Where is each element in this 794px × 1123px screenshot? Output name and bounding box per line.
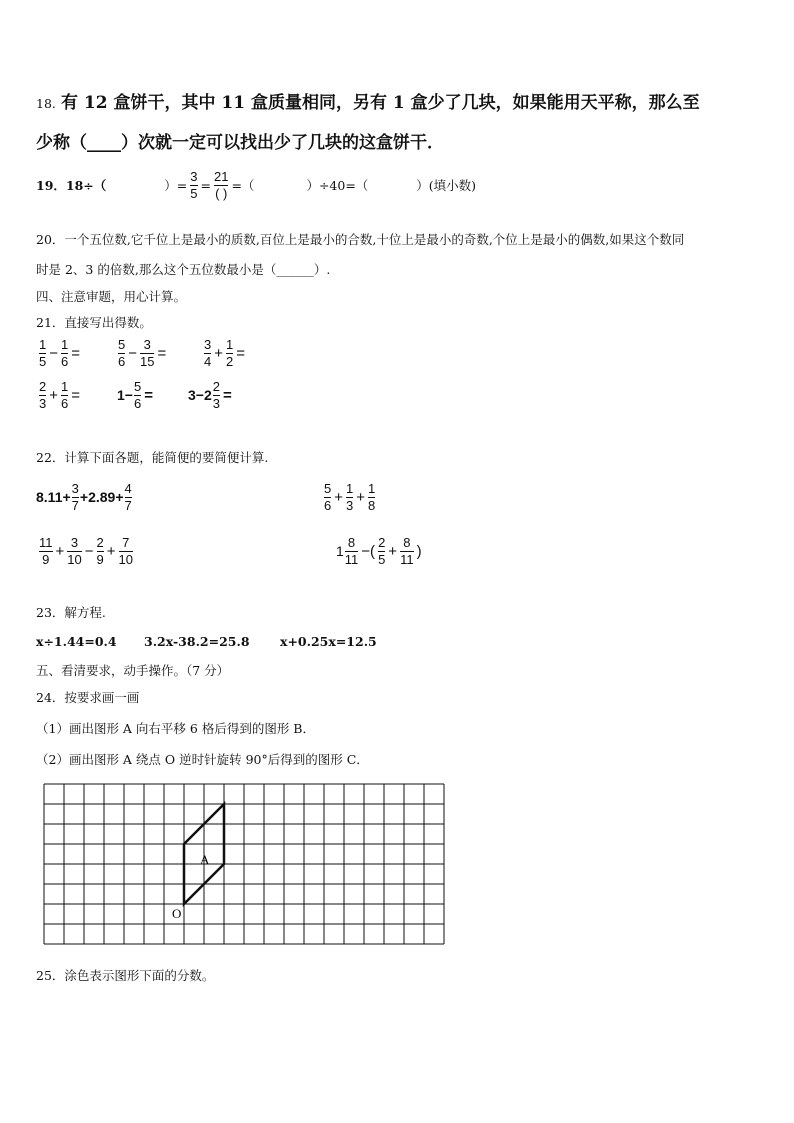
- q19-prefix: 18÷（: [65, 178, 107, 194]
- q22-expr-2: $\frac{5}{6}$ + $\frac{1}{3}$ + $\frac{1}{8}$: [324, 481, 376, 513]
- q21-expr-2: $\frac{5}{6}$ − $\frac{3}{15}$ =: [118, 337, 167, 369]
- q21-expr-5: 1− $\frac{5}{6}$ =: [117, 379, 153, 411]
- q21-expr-1: $\frac{1}{5}$ − $\frac{1}{6}$ =: [39, 337, 80, 369]
- q24-title: 24．按要求画一画: [36, 690, 140, 705]
- q18-text-line1: 有 12 盒饼干，其中 11 盒质量相同，另有 1 盒少了几块，如果能用天平称，那么至: [60, 93, 700, 113]
- q19-div40: ）÷40=（: [306, 178, 369, 194]
- q19-number: 19．: [36, 178, 66, 194]
- fraction-numerator: 3: [190, 169, 198, 184]
- q22-expr-4: 1 $\frac{8}{11}$ −( $\frac{2}{5}$ + $\frac{8}{11}$ ): [336, 535, 422, 567]
- q19-fraction-3-5: [190, 170, 197, 200]
- q18-line1: [36, 88, 700, 113]
- q19-suffix: ）(填小数): [416, 178, 477, 194]
- q19-eq2: =（: [231, 178, 255, 194]
- q21-expr-6: 3−2 $\frac{2}{3}$ =: [188, 379, 232, 411]
- q23-equation-2: 3.2x-38.2=25.8: [144, 634, 250, 649]
- q21-title: 21．直接写出得数。: [36, 315, 152, 330]
- fraction-numerator: 21: [213, 169, 229, 184]
- q19-close1: ）=: [164, 178, 188, 194]
- section-5-heading: 五、看清要求，动手操作。（7 分）: [36, 663, 230, 678]
- fraction-denominator: 5: [190, 185, 198, 201]
- q23-equation-3: x+0.25x=12.5: [280, 634, 377, 649]
- q19-fraction-21-blank: [214, 170, 228, 200]
- section-4-heading: 四、注意审题，用心计算。: [36, 289, 187, 304]
- q22-expr-3: $\frac{11}{9}$ + $\frac{3}{10}$ − $\frac{2}{9}$ + $\frac{7}{10}$: [39, 535, 133, 567]
- shape-a-label: A: [200, 852, 210, 867]
- q24-grid-figure[interactable]: [40, 780, 450, 952]
- q19: [36, 170, 476, 200]
- q20-line2: 时是 2、3 的倍数,那么这个五位数最小是（______）.: [36, 262, 331, 277]
- q18-text-line2: 少称（____）次就一定可以找出少了几块的这盒饼干．: [36, 133, 444, 153]
- q22-expr-1: 8.11+ $\frac{3}{7}$ +2.89+ $\frac{4}{7}$: [36, 481, 132, 513]
- q18-number: 18.: [36, 96, 56, 111]
- q20-line1: 20．一个五位数,它千位上是最小的质数,百位上是最小的合数,十位上是最小的奇数,个位上是最小的偶数,如果这个数同: [36, 232, 685, 247]
- q24-part-1: （1）画出图形 A 向右平移 6 格后得到的图形 B．: [36, 721, 315, 736]
- q21-expr-4: $\frac{2}{3}$ + $\frac{1}{6}$ =: [39, 379, 80, 411]
- fraction-denominator-blank: ( ): [215, 185, 228, 201]
- q23-title: 23．解方程.: [36, 605, 106, 620]
- point-o-label: O: [172, 906, 182, 921]
- grid-lines: [44, 784, 444, 944]
- q22-title: 22．计算下面各题，能简便的要简便计算.: [36, 450, 269, 465]
- q25-title: 25．涂色表示图形下面的分数。: [36, 968, 215, 983]
- q19-eq1: =: [200, 177, 211, 193]
- q21-expr-3: $\frac{3}{4}$ + $\frac{1}{2}$ =: [204, 337, 245, 369]
- q23-equation-1: x÷1.44=0.4: [36, 634, 117, 649]
- q24-part-2: （2）画出图形 A 绕点 O 逆时针旋转 90°后得到的图形 C．: [36, 752, 369, 767]
